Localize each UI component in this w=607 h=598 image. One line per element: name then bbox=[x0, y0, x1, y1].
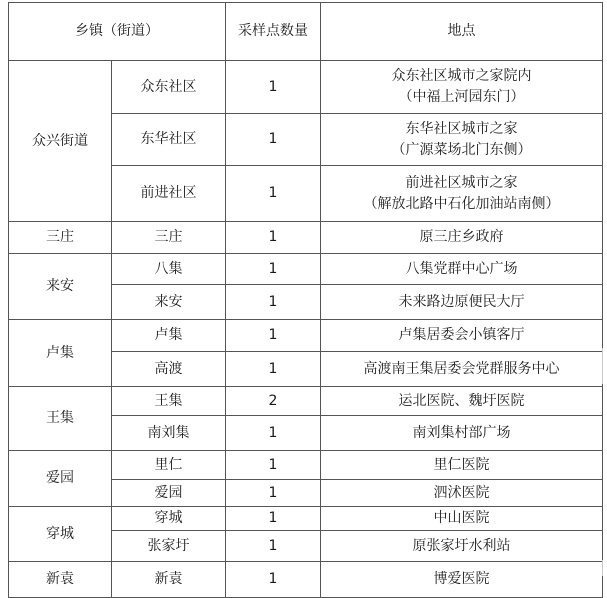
location-cell: 博爱医院 bbox=[321, 562, 603, 598]
table-row bbox=[9, 61, 603, 114]
community-cell: 众东社区 bbox=[112, 61, 226, 114]
location-line: （广源菜场北门东侧） bbox=[391, 141, 532, 158]
community-cell: 新袁 bbox=[112, 562, 226, 598]
location-line: （解放北路中石化加油站南侧） bbox=[363, 195, 560, 212]
community-cell: 穿城 bbox=[112, 507, 226, 531]
count-cell: 1 bbox=[226, 480, 321, 507]
sampling-sites-table bbox=[8, 2, 603, 598]
location-line: 众东社区城市之家院内 bbox=[391, 68, 532, 84]
community-cell: 三庄 bbox=[112, 222, 226, 254]
count-cell: 1 bbox=[226, 61, 321, 114]
town-cell: 来安 bbox=[9, 254, 112, 320]
table-row bbox=[9, 222, 603, 254]
community-cell: 里仁 bbox=[112, 451, 226, 480]
community-cell: 南刘集 bbox=[112, 416, 226, 451]
header-row bbox=[9, 3, 603, 61]
community-cell: 高渡 bbox=[112, 352, 226, 387]
location-cell bbox=[321, 61, 603, 114]
header-location: 地点 bbox=[321, 3, 603, 61]
count-cell: 1 bbox=[226, 416, 321, 451]
location-cell: 泗沭医院 bbox=[321, 480, 603, 507]
community-cell: 前进社区 bbox=[112, 166, 226, 222]
location-cell: 卢集居委会小镇客厅 bbox=[321, 320, 603, 352]
location-cell: 原张家圩水利站 bbox=[321, 531, 603, 562]
count-cell: 1 bbox=[226, 166, 321, 222]
count-cell: 1 bbox=[226, 254, 321, 285]
page-edge-mark bbox=[602, 560, 607, 576]
location-cell: 原三庄乡政府 bbox=[321, 222, 603, 254]
town-cell: 穿城 bbox=[9, 507, 112, 562]
location-cell: 未来路边原便民大厅 bbox=[321, 285, 603, 320]
count-cell: 1 bbox=[226, 451, 321, 480]
community-cell: 爱园 bbox=[112, 480, 226, 507]
table-row bbox=[9, 320, 603, 352]
location-cell: 八集党群中心广场 bbox=[321, 254, 603, 285]
town-cell: 王集 bbox=[9, 387, 112, 451]
count-cell: 1 bbox=[226, 285, 321, 320]
location-cell: 高渡南王集居委会党群服务中心 bbox=[321, 352, 603, 387]
header-town: 乡镇（街道） bbox=[9, 3, 226, 61]
location-line: 前进社区城市之家 bbox=[405, 174, 518, 191]
location-line: 东华社区城市之家 bbox=[405, 120, 518, 137]
town-cell: 三庄 bbox=[9, 222, 112, 254]
community-cell: 八集 bbox=[112, 254, 226, 285]
location-line: （中福上河园东门） bbox=[398, 89, 525, 105]
count-cell: 1 bbox=[226, 352, 321, 387]
location-cell bbox=[321, 114, 603, 166]
table-row bbox=[9, 451, 603, 480]
location-cell bbox=[321, 166, 603, 222]
table-row bbox=[9, 387, 603, 416]
community-cell: 来安 bbox=[112, 285, 226, 320]
town-cell: 众兴街道 bbox=[9, 61, 112, 222]
page-edge-mark bbox=[602, 348, 607, 384]
town-cell: 卢集 bbox=[9, 320, 112, 387]
count-cell: 1 bbox=[226, 320, 321, 352]
table-row bbox=[9, 507, 603, 531]
table-row bbox=[9, 562, 603, 598]
location-cell: 南刘集村部广场 bbox=[321, 416, 603, 451]
location-cell: 运北医院、魏圩医院 bbox=[321, 387, 603, 416]
community-cell: 张家圩 bbox=[112, 531, 226, 562]
table-row bbox=[9, 254, 603, 285]
count-cell: 2 bbox=[226, 387, 321, 416]
location-cell: 中山医院 bbox=[321, 507, 603, 531]
count-cell: 1 bbox=[226, 222, 321, 254]
community-cell: 卢集 bbox=[112, 320, 226, 352]
community-cell: 王集 bbox=[112, 387, 226, 416]
location-cell: 里仁医院 bbox=[321, 451, 603, 480]
community-cell: 东华社区 bbox=[112, 114, 226, 166]
count-cell: 1 bbox=[226, 114, 321, 166]
header-count: 采样点数量 bbox=[226, 3, 321, 61]
count-cell: 1 bbox=[226, 531, 321, 562]
town-cell: 爱园 bbox=[9, 451, 112, 507]
count-cell: 1 bbox=[226, 507, 321, 531]
count-cell: 1 bbox=[226, 562, 321, 598]
town-cell: 新袁 bbox=[9, 562, 112, 598]
